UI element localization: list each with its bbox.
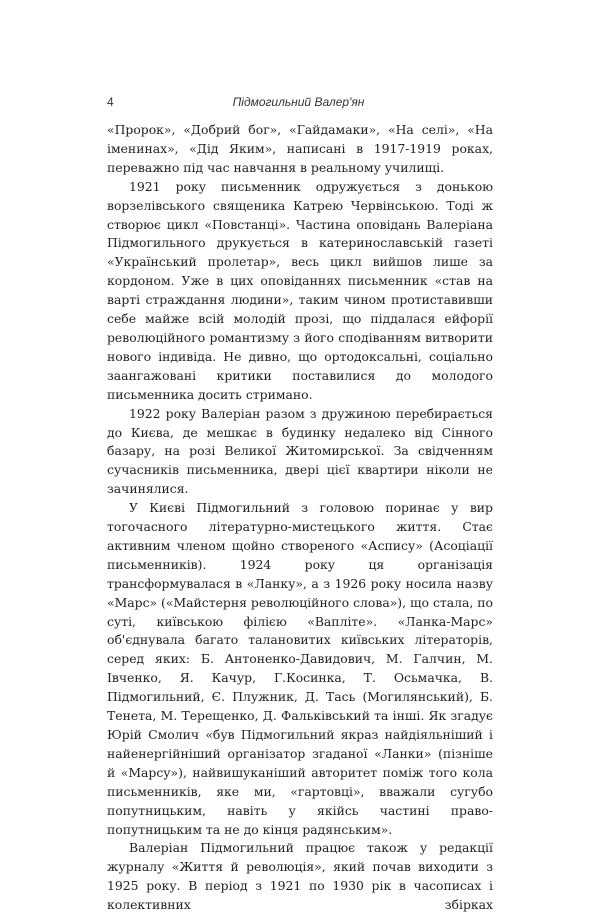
paragraph: Валеріан Підмогильний працює також у редакції журналу «Життя й революція», який почав виходити з 1925 року. В період з 1921 по 1930 рік в часописах і колективних збірках [107, 840, 493, 913]
paragraph: У Києві Підмогильний з головою поринає у вир тогочасного літературно-мистецького життя. Стає активним членом щойно створеного «Аспису» (Асоціації письменників). 1924 року ця організація трансформувалася в «Ланку», а з 1926 року носила назву «Марс» («Майстерня революційного слова»), що стала, по суті, київською філією «Вапліте». «Ланка-Марс» об'єднувала багато талановитих київських літераторів, серед яких: Б. Антоненко-Давидович, М. Галчин, М. Івченко, Я. Качур, Г.Косинка, Т. Осьмачка, В. Підмогильний, Є. Плужник, Д. Тась (Могилянський), Б. Тенета, М. Терещенко, Д. Фальківський та інші. Як згадує Юрій Смолич «був Підмогильний якраз найдіяльніший і найенергійніший організатор згаданої «Ланки» (пізніше й «Марсу»), найвишуканіший авторитет поміж того кола письменників, яке ми, «гартовці», вважали сугубо попутницьким, навіть у якійсь частині право-попутницьким та не до кінця радянським». [107, 500, 493, 837]
body-text [107, 121, 493, 915]
page-number: 4 [107, 95, 114, 109]
page-header [107, 95, 490, 115]
paragraph: «Пророк», «Добрий бог», «Гайдамаки», «На селі», «На іменинах», «Дід Яким», написані в 1917-1919 роках, переважно під час навчання в реальному училищі. [107, 122, 493, 175]
running-title: Підмогильний Валер'ян [232, 95, 365, 109]
paragraph: 1922 року Валеріан разом з дружиною перебирається до Києва, де мешкає в будинку недалеко від Сінного базару, на розі Великої Житомирської. За свідченням сучасників письменника, двері цієї квартири ніколи не зачинялися. [107, 405, 493, 497]
paragraph: 1921 року письменник одружується з донькою ворзелівського священика Катрею Червінською. Тоді ж створює цикл «Повстанці». Частина оповідань Валеріана Підмогильного друкується в катеринославській газеті «Український пролетар», весь цикл вийшов лише за кордоном. Уже в цих оповіданнях письменник «став на варті страждання людини», таким чином протиставивши себе майже всій молодій прозі, що піддалася ейфорії революційного романтизму з його сподіванням витворити нового індивіда. Не дивно, що ортодоксальні, соціально заангажовані критики поставилися до молодого письменника досить стримано. [107, 178, 493, 402]
